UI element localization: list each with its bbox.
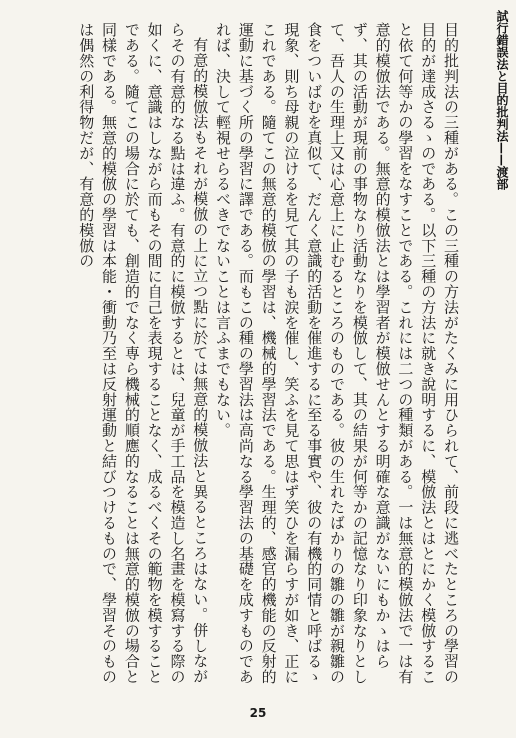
paragraph: 有意的模倣法もそれが模倣の上に立つ點に於ては無意的模倣法と異るところはない。併しながらその有意的なる點は違ふ。有意的に模倣するとは、兒童が手工品を模造し名畫を模寫する際の如くに、意識はしながら而もその間に自己を表現することなく、成るべくその範物を模することである。隨てこの場合に於ても、創造的でなく専ら機械的順應的なることは無意的模倣の場合と同樣である。無意的模倣の學習は本能・衝動乃至は反射運動と結びつけるもので、學習そのものは偶然の利得物だが、有意的模倣の: [77, 22, 210, 685]
paragraph: 目的批判法の三種がある。この三種の方法がたくみに用ひられて、前段に逃べたところの學習の目的が達成さるゝのである。以下三種の方法に就き說明するに、模倣法とはとにかく模倣すること依て何等かの學習をなすことである。これには二つの種類がある。一は無意的模倣法で一は有意的模倣法である。無意的模倣法とは學習者が模倣せんとする明確な意識がないにもかゝはらず、其の活動が現前の事物なり活動なりを模倣して、其の結果が何等かの記憶なり印象なりとして、吾人の生理上又は心意上に止むるところのものである。彼の生れたばかりの雛の雛が親雛の食をついばむを真似て、だんく意識的活動を催進するに至る事實や、彼の有機的同情と呼ばるゝ現象、則ち母親の泣けるを見て其の子も涙を催し、笑ふを見て思はず笑ひを漏らすが如き、正にこれである。隨てこの無意的模倣の學習は、機械的學習法である。生理的、感官的機能の反射的運動に基づく所の學習に譯である。而もこの種の學習法は高尚なる學習法の基礎を成すものであれば、決して輕視せらるべきでないことは言ふまでもない。: [214, 22, 460, 685]
running-header: 試行錯誤法と目的批判法——渡部: [495, 10, 509, 190]
body-text: [40, 22, 462, 698]
page-number: 25: [249, 706, 267, 720]
